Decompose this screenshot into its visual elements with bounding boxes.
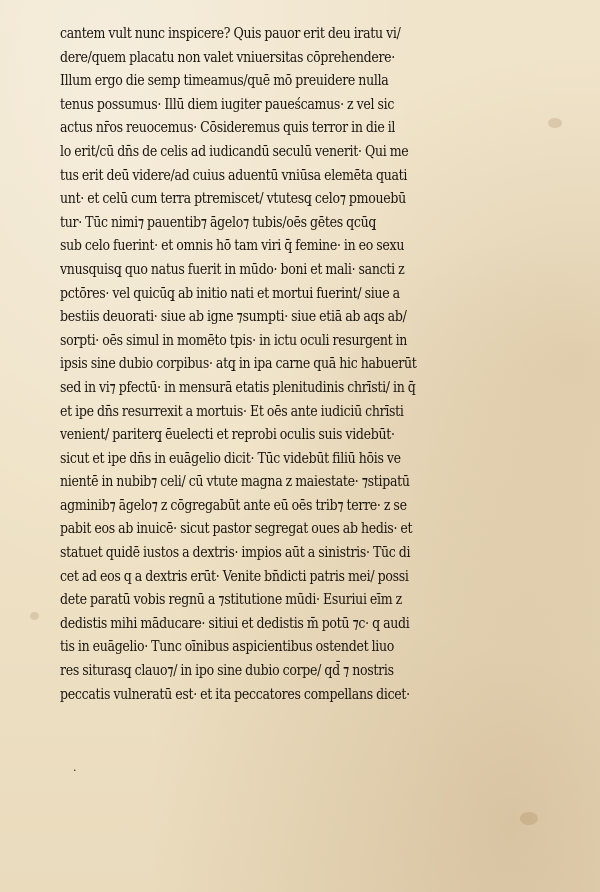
foxing-spot [520, 812, 538, 825]
text-line: sicut et ipe dn̄s in euāgelio dicit· Tūc videbūt filiū hōis ve [60, 449, 401, 467]
text-line: tur· Tūc nimi⁊ pauentib⁊ āgelo⁊ tubis/oēs gētes qcūq̧ [60, 213, 377, 231]
text-line: cet ad eos q a dextris erūt· Venite bn̄dicti patris mei/ possi [60, 567, 409, 585]
text-line: unt· et celū cum terra ptremiscet/ vtutesq̧ celo⁊ pmouebū [60, 190, 406, 208]
text-line: pctōres· vel quicūq̧ ab initio nati et mortui fuerint/ siue a [60, 284, 400, 302]
text-block [60, 22, 540, 706]
text-line: tus erit deū videre/ad cuius aduentū vniūsa elemēta quati [60, 166, 408, 184]
text-line: res siturasq̧ clauo⁊/ in ipo sine dubio corpe/ qd̄ ⁊ nostris [60, 662, 394, 680]
text-line: tis in euāgelio· Tunc oīnibus aspicientibus ostendet liuo [60, 638, 395, 656]
text-line: nientē in nubib⁊ celi/ cū vtute magna z maiestate· ⁊stipatū [60, 473, 410, 491]
text-line: ipsis sine dubio corpibus· atq̧ in ipa carne quā hic habuerūt [60, 355, 417, 373]
text-line: tenus possumus· Illū diem iugiter paueścamus· z vel sic [60, 95, 395, 113]
text-line: Illum ergo die semp timeamus/quē mō preuidere nulla [60, 72, 389, 90]
text-line: peccatis vulneratū est· et ita peccatores compellans dicet· [60, 685, 410, 703]
text-line: cantem vult nunc inspicere? Quis pauor erit deu iratu vi/ [60, 25, 401, 42]
text-line: vnusquisq̧ quo natus fuerit in mūdo· boni et mali· sancti z [60, 260, 405, 278]
text-line: dedistis mihi māducare· sitiui et dedistis m̄ potū ⁊c· q audi [60, 614, 410, 632]
text-line: statuet quidē iustos a dextris· impios aūt a sinistris· Tūc di [60, 544, 411, 562]
text-line: pabit eos ab inuicē· sicut pastor segregat oues ab hedis· et [60, 520, 413, 538]
text-line: agminib⁊ āgelo⁊ z cōgregabūt ante eū oēs trib⁊ terre· z se [60, 496, 407, 514]
text-line: lo erit/cū dn̄s de celis ad iudicandū seculū venerit· Qui me [60, 142, 409, 160]
text-line: sorpti· oēs simul in momēto tpis· in ictu oculi resurgent in [60, 331, 408, 349]
text-line: bestiis deuorati· siue ab igne ⁊sumpti· siue etiā ab aqs ab/ [60, 308, 407, 326]
text-line: actus nr̄os reuocemus· Cōsideremus quis terror in die il [60, 119, 396, 137]
text-line: sed in vi⁊ pfectū· in mensurā etatis plenitudinis chrīsti/ in q̄ [60, 378, 416, 396]
foxing-spot [548, 118, 562, 128]
text-line: sub celo fuerint· et omnis hō tam viri q̄ femine· in eo sexu [60, 237, 405, 255]
text-line: dere/quem placatu non valet vniuersitas cōprehendere· [60, 48, 395, 66]
foxing-spot [30, 612, 39, 620]
text-line: et ipe dn̄s resurrexit a mortuis· Et oēs ante iudiciū chrīsti [60, 402, 404, 420]
text-line: dete paratū vobis regnū a ⁊stitutione mūdi· Esuriui eīm z [60, 591, 402, 609]
text-line: venient/ pariterq̧ ēuelecti et reprobi oculis suis videbūt· [60, 426, 395, 444]
footer-mark: · [73, 764, 77, 777]
